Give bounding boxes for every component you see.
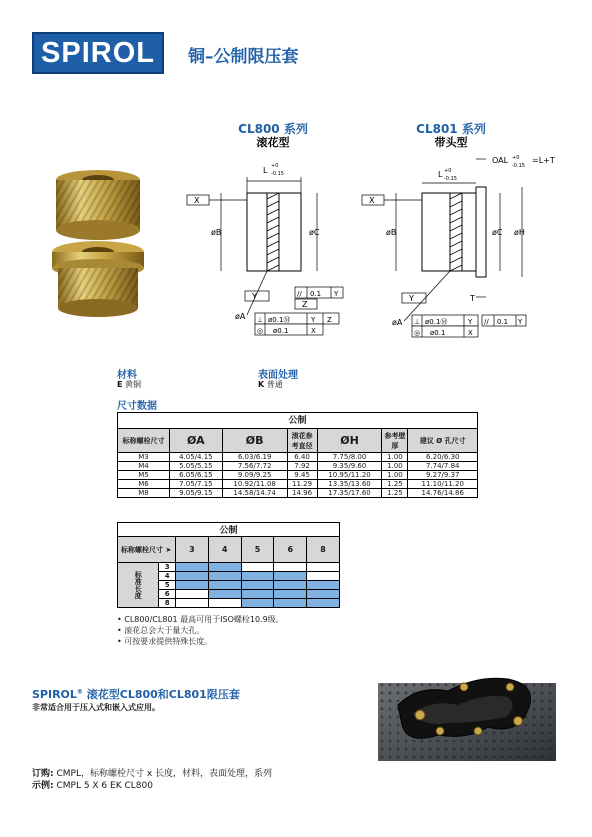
availability-cell-empty xyxy=(176,590,209,599)
note-item: • CL800/CL801 最高可用于ISO螺栓10.9级。 xyxy=(117,614,284,625)
availability-cell-available xyxy=(274,581,307,590)
cl801-technical-drawing xyxy=(360,155,565,345)
dim-c-label: øC xyxy=(309,228,320,237)
availability-cell-empty xyxy=(274,563,307,572)
length-table xyxy=(117,522,340,608)
availability-cell-empty xyxy=(208,599,241,608)
table-cell: 17.35/17.60 xyxy=(317,489,382,498)
series-title-cl800: CL800 系列 xyxy=(238,122,308,136)
notes-list xyxy=(117,614,284,647)
svg-text:+0: +0 xyxy=(512,155,520,161)
length-value: 8 xyxy=(159,599,176,608)
dim-b-label: øB xyxy=(211,228,222,237)
material-name: 黄铜 xyxy=(125,380,142,389)
length-side-label: 标准长度 xyxy=(118,563,159,608)
svg-text:Y: Y xyxy=(409,294,414,303)
svg-text:+0: +0 xyxy=(444,168,452,174)
availability-cell-available xyxy=(241,590,274,599)
length-row xyxy=(118,563,340,572)
table-row xyxy=(118,453,478,462)
table-cell: 1.25 xyxy=(382,489,408,498)
svg-text:L: L xyxy=(438,170,443,179)
tol-plus: +0 xyxy=(271,163,279,169)
svg-text:-0.15: -0.15 xyxy=(512,163,525,169)
table-cell: 7.75/8.00 xyxy=(317,453,382,462)
table-row xyxy=(118,471,478,480)
table-cell: 14.96 xyxy=(287,489,317,498)
availability-cell-available xyxy=(208,590,241,599)
availability-cell-available xyxy=(176,581,209,590)
table-cell: 1.00 xyxy=(382,453,408,462)
finish-value xyxy=(258,379,283,390)
table-cell: M5 xyxy=(118,471,170,480)
table-cell: 14.58/14.74 xyxy=(222,489,287,498)
col-header: ØA xyxy=(170,429,223,453)
length-value: 5 xyxy=(159,581,176,590)
product-title: SPIROL® 滚花型CL800和CL801限压套 xyxy=(32,688,240,701)
table-cell: 1.25 xyxy=(382,480,408,489)
dimension-table-caption: 公制 xyxy=(118,413,478,429)
size-header: 5 xyxy=(241,537,274,563)
svg-text:Y: Y xyxy=(468,318,473,326)
product-photo-inserts xyxy=(40,160,160,325)
table-cell: 11.29 xyxy=(287,480,317,489)
table-cell: 10.92/11.08 xyxy=(222,480,287,489)
table-cell: 9.05/9.15 xyxy=(170,489,223,498)
ordering-info xyxy=(32,768,272,792)
svg-text:◎: ◎ xyxy=(414,329,421,337)
table-cell: 14.76/14.86 xyxy=(408,489,478,498)
col-header: 滚花参考直径 xyxy=(287,429,317,453)
dim-l-label: L xyxy=(263,166,268,175)
table-cell: 6.20/6.30 xyxy=(408,453,478,462)
svg-text:0.1: 0.1 xyxy=(310,290,322,298)
dim-a-label: øA xyxy=(235,312,246,321)
table-cell: 1.00 xyxy=(382,462,408,471)
dimension-table xyxy=(117,412,478,498)
finish-name: 普通 xyxy=(266,380,283,389)
arrow-right-icon: ➤ xyxy=(165,545,172,554)
size-header: 6 xyxy=(274,537,307,563)
availability-cell-available xyxy=(208,563,241,572)
table-cell: M3 xyxy=(118,453,170,462)
example-text: CMPL 5 X 6 EK CL800 xyxy=(53,781,153,791)
size-header: 3 xyxy=(176,537,209,563)
length-table-caption: 公制 xyxy=(118,523,340,537)
table-cell: 6.40 xyxy=(287,453,317,462)
availability-cell-available xyxy=(307,599,340,608)
table-cell: 7.92 xyxy=(287,462,317,471)
table-cell: 1.00 xyxy=(382,471,408,480)
availability-cell-empty xyxy=(241,563,274,572)
dim-t-label: T xyxy=(470,294,475,303)
table-cell: M8 xyxy=(118,489,170,498)
availability-cell-available xyxy=(176,572,209,581)
availability-cell-empty xyxy=(307,563,340,572)
svg-text:øA: øA xyxy=(392,318,403,327)
svg-text:ø0.1: ø0.1 xyxy=(273,327,289,335)
availability-cell-available xyxy=(241,599,274,608)
size-header: 4 xyxy=(208,537,241,563)
length-value: 4 xyxy=(159,572,176,581)
material-code: E xyxy=(117,380,123,389)
table-cell: 6.05/6.15 xyxy=(170,471,223,480)
table-cell: 7.74/7.84 xyxy=(408,462,478,471)
col-header: 参考壁厚 xyxy=(382,429,408,453)
svg-text:⊥: ⊥ xyxy=(414,318,421,326)
length-table-corner: 标称螺栓尺寸 xyxy=(121,545,163,554)
availability-cell-available xyxy=(208,572,241,581)
svg-text:ø0.1Ⓜ: ø0.1Ⓜ xyxy=(425,318,448,326)
svg-text:Z: Z xyxy=(327,316,332,324)
table-row xyxy=(118,489,478,498)
datum-z: Z xyxy=(302,300,308,309)
product-brand: SPIROL xyxy=(32,688,77,701)
note-item: • 可按要求提供特殊长度。 xyxy=(117,636,284,647)
availability-cell-available xyxy=(274,572,307,581)
availability-cell-available xyxy=(307,581,340,590)
svg-text:X: X xyxy=(468,329,473,337)
material-value xyxy=(117,379,141,390)
table-cell: 9.35/9.60 xyxy=(317,462,382,471)
table-cell: 9.45 xyxy=(287,471,317,480)
col-header: 标称螺栓尺寸 xyxy=(118,429,170,453)
order-text: CMPL，标称螺栓尺寸 x 长度，材料，表面处理，系列 xyxy=(53,769,273,779)
order-label: 订购: xyxy=(32,769,54,779)
note-item: • 滚花总会大于量大孔。 xyxy=(117,625,284,636)
table-cell: 6.03/6.19 xyxy=(222,453,287,462)
cl800-technical-drawing xyxy=(185,155,355,345)
svg-text:Y: Y xyxy=(311,316,316,324)
table-cell: M4 xyxy=(118,462,170,471)
table-row xyxy=(118,480,478,489)
availability-cell-available xyxy=(208,581,241,590)
availability-cell-empty xyxy=(307,572,340,581)
example-label: 示例: xyxy=(32,781,54,791)
spirol-logo: SPIROL xyxy=(32,32,164,74)
series-subtitle-cl800: 滚花型 xyxy=(256,136,290,149)
col-header: 建议 Ø 孔尺寸 xyxy=(408,429,478,453)
col-header: ØB xyxy=(222,429,287,453)
dims-heading: 尺寸数据 xyxy=(117,401,157,412)
size-header: 8 xyxy=(307,537,340,563)
table-cell: 4.05/4.15 xyxy=(170,453,223,462)
series-title-cl801: CL801 系列 xyxy=(416,122,486,136)
dim-h-label: øH xyxy=(514,228,525,237)
datum-y: Y xyxy=(252,292,257,301)
svg-text:⊥: ⊥ xyxy=(257,316,264,324)
datum-x: X xyxy=(194,196,200,205)
availability-cell-available xyxy=(274,590,307,599)
finish-label: 表面处理 xyxy=(258,370,298,381)
svg-text:Y: Y xyxy=(334,290,339,298)
svg-text:øC: øC xyxy=(492,228,503,237)
svg-text://: // xyxy=(484,318,489,326)
svg-text:◎: ◎ xyxy=(257,327,264,335)
table-cell: 7.56/7.72 xyxy=(222,462,287,471)
application-photo xyxy=(378,665,556,765)
tol-minus: -0.15 xyxy=(271,171,284,177)
svg-text:øB: øB xyxy=(386,228,397,237)
table-cell: 9.27/9.37 xyxy=(408,471,478,480)
svg-text:X: X xyxy=(311,327,316,335)
table-cell: M6 xyxy=(118,480,170,489)
material-label: 材料 xyxy=(117,370,137,381)
table-cell: 10.95/11.20 xyxy=(317,471,382,480)
page-title: 铜–公制限压套 xyxy=(188,47,299,67)
table-cell: 13.35/13.60 xyxy=(317,480,382,489)
availability-cell-available xyxy=(176,563,209,572)
availability-cell-empty xyxy=(176,599,209,608)
availability-cell-available xyxy=(274,599,307,608)
finish-code: K xyxy=(258,380,265,389)
svg-text:=L+T: =L+T xyxy=(532,156,555,165)
availability-cell-available xyxy=(241,581,274,590)
table-cell: 5.05/5.15 xyxy=(170,462,223,471)
product-description: 非常适合用于压入式和嵌入式应用。 xyxy=(32,703,160,712)
svg-text://: // xyxy=(297,290,302,298)
table-row xyxy=(118,462,478,471)
availability-cell-available xyxy=(307,590,340,599)
series-subtitle-cl801: 带头型 xyxy=(434,136,468,149)
dim-oal-label: OAL xyxy=(492,156,509,165)
svg-text:X: X xyxy=(369,196,375,205)
table-cell: 9.09/9.25 xyxy=(222,471,287,480)
svg-text:ø0.1Ⓜ: ø0.1Ⓜ xyxy=(268,316,291,324)
length-value: 6 xyxy=(159,590,176,599)
col-header: ØH xyxy=(317,429,382,453)
svg-text:0.1: 0.1 xyxy=(497,318,509,326)
table-cell: 7.05/7.15 xyxy=(170,480,223,489)
length-value: 3 xyxy=(159,563,176,572)
table-cell: 11.10/11.20 xyxy=(408,480,478,489)
svg-text:-0.15: -0.15 xyxy=(444,176,457,182)
svg-text:ø0.1: ø0.1 xyxy=(430,329,446,337)
availability-cell-available xyxy=(241,572,274,581)
svg-text:Y: Y xyxy=(518,318,523,326)
